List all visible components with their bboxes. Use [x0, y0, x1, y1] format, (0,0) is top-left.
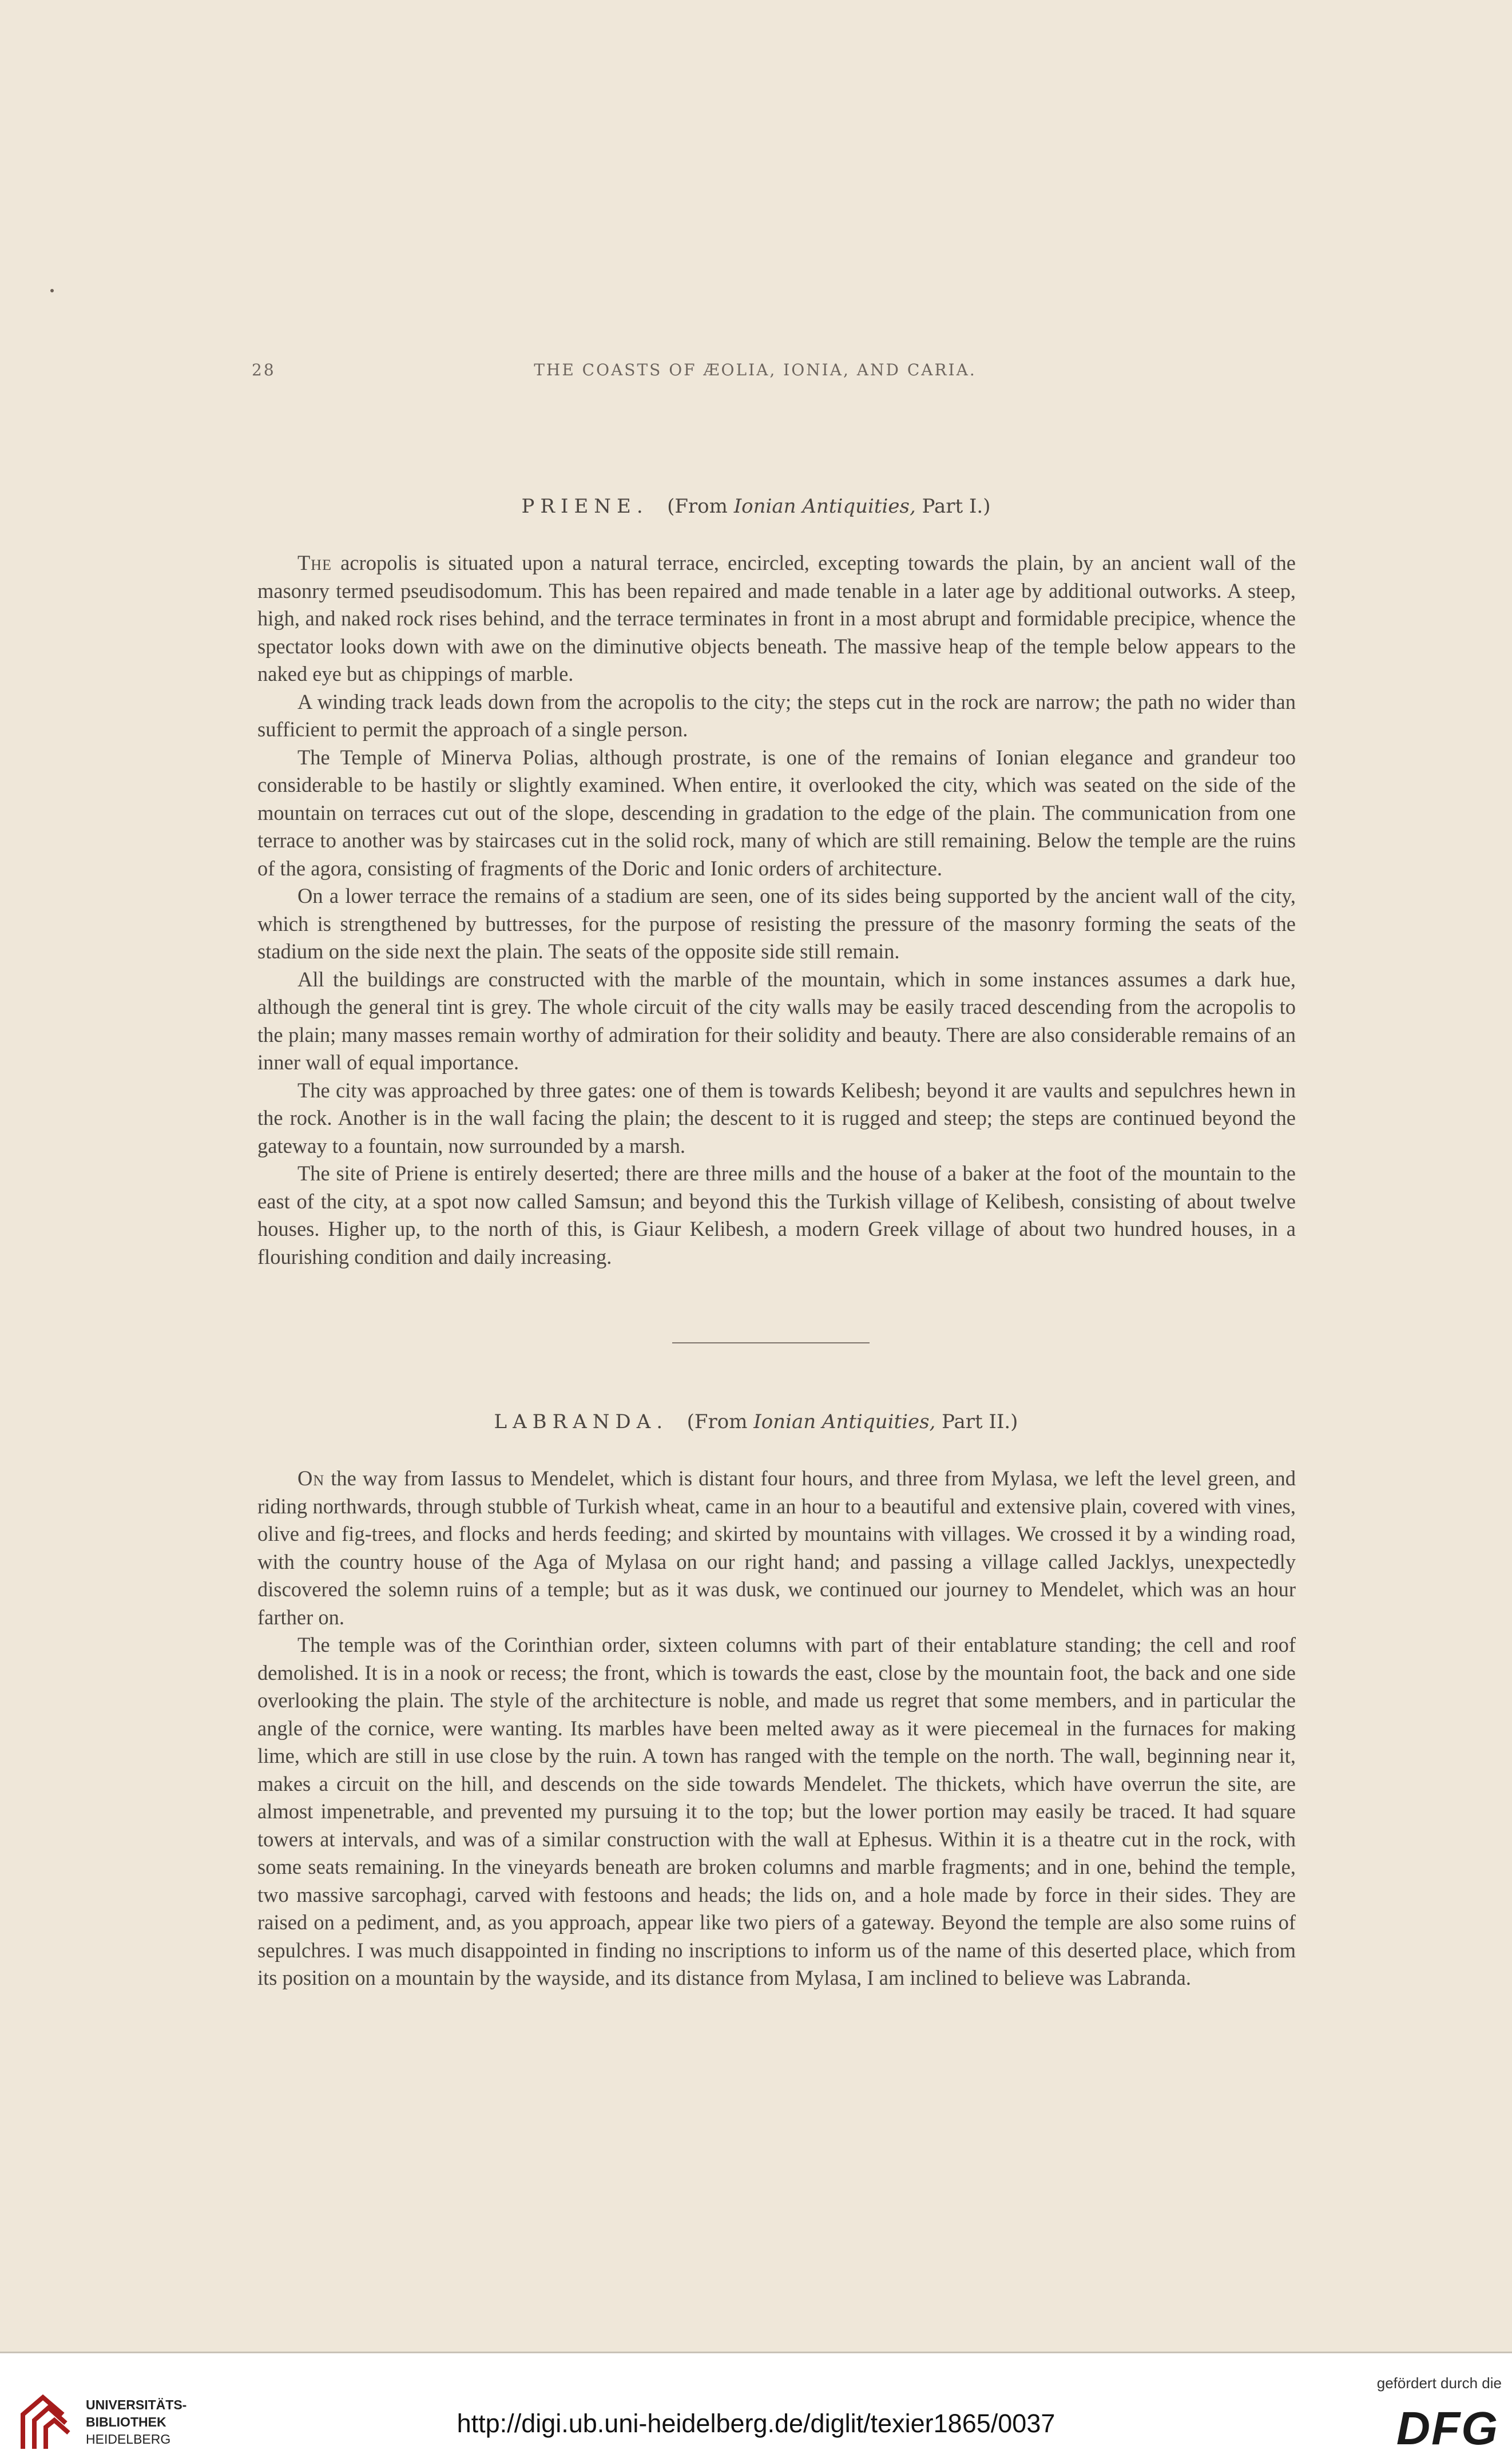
paragraph-text: The site of Priene is entirely deserted; there are three mills and the house of a baker at the foot of the mountain to the east of the city, at a spot now called Samsun; and beyond this the Turkish village of Kelibesh, consisting of about twelve houses. Higher up, to the north of this, is Giaur Kelibesh, a modern Greek village of about two hundred houses, in a flourishing condition and daily increasing.	[257, 1161, 1296, 1268]
paragraph-text: All the buildings are constructed with the marble of the mountain, which in some instances assumes a dark hue, although the general tint is grey. The whole circuit of the city walls may be easily traced descending from the acropolis to the plain; many masses remain worthy of admiration for their solidity and beauty. There are also considerable remains of an inner wall of equal importance.	[257, 967, 1296, 1074]
paragraph-lead: The	[297, 551, 332, 574]
section-source-title: Ionian Antiquities,	[733, 495, 916, 518]
running-title: THE COASTS OF ÆOLIA, IONIA, AND CARIA.	[534, 360, 977, 379]
paragraph	[257, 966, 1296, 1077]
page-number: 28	[252, 360, 276, 379]
page-speck	[50, 289, 54, 292]
section-source-title: Ionian Antiquities,	[753, 1410, 936, 1433]
priene-body	[257, 549, 1296, 1271]
paragraph	[257, 1465, 1296, 1631]
section-name: PRIENE.	[521, 495, 649, 518]
section-source-prefix: (From	[667, 495, 734, 518]
paragraph	[257, 882, 1296, 966]
section-title-labranda	[0, 1410, 1512, 1433]
paragraph	[257, 1160, 1296, 1271]
paragraph-text: acropolis is situated upon a natural terrace, encircled, excepting towards the plain, by an ancient wall of the masonry termed pseudisodomum. This has been repaired and made tenable in a later age by additional outworks. A steep, high, and naked rock rises behind, and the terrace terminates in front in a most abrupt and formidable precipice, whence the spectator looks down with awe on the diminutive objects beneath. The massive heap of the temple below appears to the naked eye but as chippings of marble.	[257, 551, 1296, 685]
paragraph	[257, 744, 1296, 883]
footer-divider	[0, 2352, 1512, 2353]
dfg-logo[interactable]: DFG	[1396, 2402, 1499, 2455]
section-source-suffix: Part II.)	[935, 1410, 1018, 1433]
paragraph-text: the way from Iassus to Mendelet, which is distant four hours, and three from Mylasa, we left the level green, and riding northwards, through stubble of Turkish wheat, came in an hour to a beautiful and extensive plain, covered with vines, olive and fig-trees, and flocks and herds feeding; and skirted by mountains with villages. We crossed it by a winding road, with the country house of the Aga of Mylasa on our right hand; and passing a village called Jacklys, unexpectedly discovered the solemn ruins of a temple; but as it was dusk, we continued our journey to Mendelet, which was an hour farther on.	[257, 1466, 1296, 1629]
section-divider	[672, 1342, 870, 1343]
permalink-url[interactable]: http://digi.ub.uni-heidelberg.de/diglit/texier1865/0037	[457, 2409, 1055, 2438]
library-name-line: UNIVERSITÄTS-	[86, 2397, 187, 2412]
section-name: LABRANDA.	[494, 1410, 669, 1433]
running-head	[252, 360, 1259, 383]
paragraph-text: The temple was of the Corinthian order, sixteen columns with part of their entablature standing; the cell and roof demolished. It is in a nook or recess; the front, which is towards the east, close by the mountain foot, the back and one side overlooking the plain. The style of the architecture is noble, and made us regret that some members, and in particular the angle of the cornice, were wanting. Its marbles have been melted away as it were piecemeal in the furnaces for making lime, which are still in use close by the ruin. A town has ranged with the temple on the north. The wall, beginning near it, makes a circuit on the hill, and descends on the side towards Mendelet. The thickets, which have overrun the site, are almost impenetrable, and prevented my pursuing it to the top; but the lower portion may easily be traced. It had square towers at intervals, and was of a similar construction with the wall at Ephesus. Within it is a theatre cut in the rock, with some seats remaining. In the vineyards beneath are broken columns and marble fragments; and in one, behind the temple, two massive sarcophagi, carved with festoons and heads; the lids on, and a hole made by force in their sides. They are raised on a pediment, and, as you approach, appear like two piers of a gateway. Beyond the temple are also some ruins of sepulchres. I was much disappointed in finding no inscriptions to inform us of the name of this deserted place, which from its position on a mountain by the wayside, and its distance from Mylasa, I am inclined to believe was Labranda.	[257, 1633, 1296, 1989]
section-title-priene	[0, 495, 1512, 518]
section-source-prefix: (From	[686, 1410, 754, 1433]
paragraph-lead: On	[297, 1466, 325, 1490]
paragraph-text: A winding track leads down from the acropolis to the city; the steps cut in the rock are narrow; the path no wider than sufficient to permit the approach of a single person.	[257, 689, 1296, 741]
paragraph-text: The Temple of Minerva Polias, although prostrate, is one of the remains of Ionian elegance and grandeur too considerable to be hastily or slightly examined. When entire, it overlooked the city, which was seated on the side of the mountain on terraces cut out of the slope, descending in gradation to the edge of the plain. The communication from one terrace to another was by staircases cut in the solid rock, many of which are still remaining. Below the temple are the ruins of the agora, consisting of fragments of the Doric and Ionic orders of architecture.	[257, 745, 1296, 880]
section-source-suffix: Part I.)	[915, 495, 991, 518]
funder-label: gefördert durch die	[1376, 2374, 1502, 2392]
paragraph	[257, 549, 1296, 688]
paragraph	[257, 1077, 1296, 1160]
paragraph	[257, 1631, 1296, 1992]
labranda-body	[257, 1465, 1296, 1992]
paragraph	[257, 688, 1296, 744]
paragraph-text: On a lower terrace the remains of a stadium are seen, one of its sides being supported by the ancient wall of the city, which is strengthened by buttresses, for the purpose of resisting the pressure of the masonry forming the seats of the stadium on the side next the plain. The seats of the opposite side still remain.	[257, 884, 1296, 963]
paragraph-text: The city was approached by three gates: one of them is towards Kelibesh; beyond it are vaults and sepulchres hewn in the rock. Another is in the wall facing the plain; the descent to it is rugged and steep; the steps are continued beyond the gateway to a fountain, now surrounded by a marsh.	[257, 1078, 1296, 1157]
digitization-footer	[0, 2352, 1512, 2462]
library-name-line: HEIDELBERG	[86, 2432, 171, 2447]
library-name-line: BIBLIOTHEK	[86, 2415, 166, 2429]
